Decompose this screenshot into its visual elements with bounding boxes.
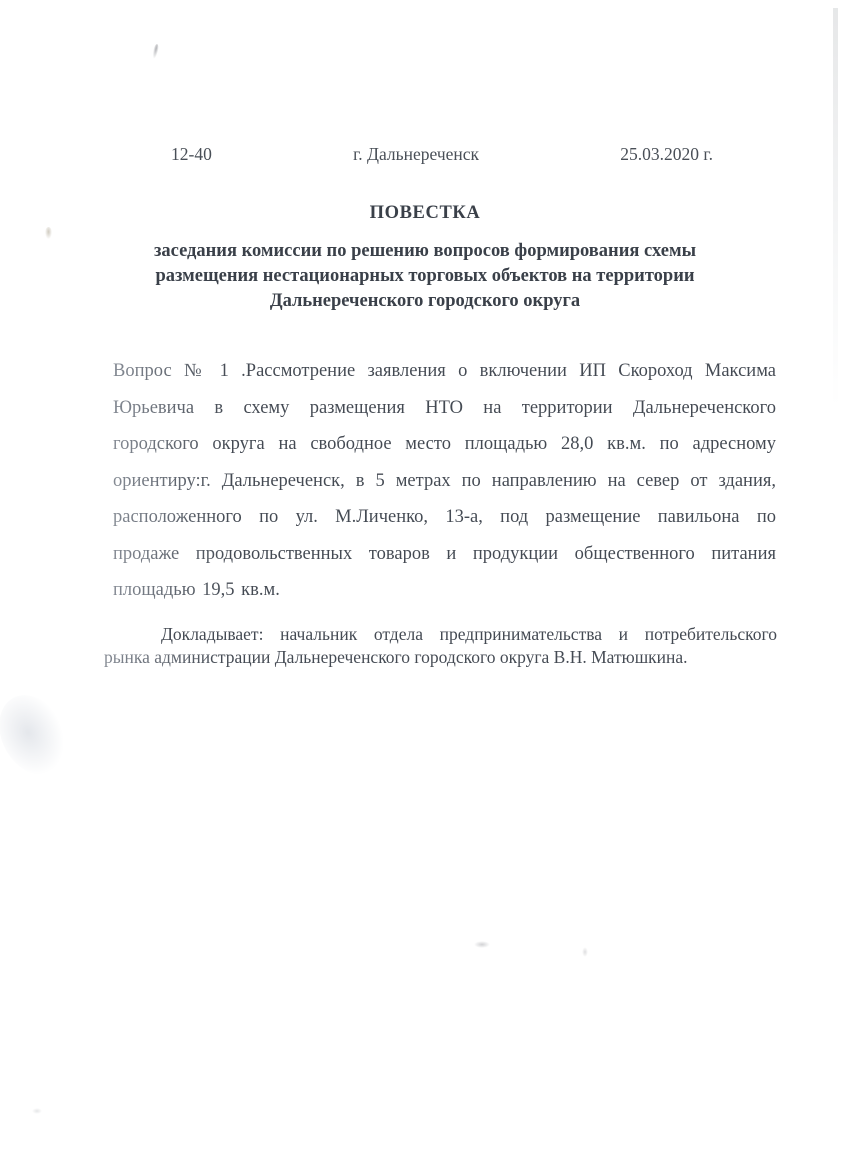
document-subtitle bbox=[124, 239, 726, 314]
subtitle-line: размещения нестационарных торговых объектов на территории bbox=[155, 266, 695, 286]
document-place: г. Дальнереченск bbox=[353, 144, 480, 164]
subtitle-line: Дальнереченского городского округа bbox=[269, 291, 581, 311]
document-header-row bbox=[113, 144, 775, 165]
question-line: площадью 19,5 кв.м. bbox=[113, 572, 776, 609]
scan-speck bbox=[474, 941, 490, 948]
speaker-line: рынка администрации Дальнереченского городского округа В.Н. Матюшкина. bbox=[104, 646, 777, 669]
question-line: расположенного по ул. М.Личенко, 13-а, под размещение павильона по bbox=[113, 499, 776, 536]
document-date: 25.03.2020 г. bbox=[620, 144, 713, 164]
question-line: ориентиру:г. Дальнереченск, в 5 метрах по направлению на север от здания, bbox=[113, 463, 776, 500]
scan-speck bbox=[32, 1108, 42, 1114]
scan-speck bbox=[582, 947, 588, 957]
speaker-paragraph bbox=[104, 623, 777, 669]
scan-speck bbox=[45, 227, 52, 239]
question-line: городского округа на свободное место площадью 28,0 кв.м. по адресному bbox=[113, 426, 776, 463]
scan-smudge bbox=[0, 683, 80, 786]
question-paragraph bbox=[113, 353, 776, 609]
question-line: продаже продовольственных товаров и продукции общественного питания bbox=[113, 536, 776, 573]
document-title: ПОВЕСТКА bbox=[369, 203, 481, 223]
subtitle-line: заседания комиссии по решению вопросов формирования схемы bbox=[153, 241, 697, 261]
question-line: Вопрос № 1 .Рассмотрение заявления о включении ИП Скороход Максима bbox=[113, 353, 776, 390]
document-number: 12-40 bbox=[171, 144, 212, 164]
question-line: Юрьевича в схему размещения НТО на территории Дальнереченского bbox=[113, 390, 776, 427]
scan-speck bbox=[151, 44, 159, 60]
speaker-line: Докладывает: начальник отдела предпринимательства и потребительского bbox=[161, 624, 777, 644]
